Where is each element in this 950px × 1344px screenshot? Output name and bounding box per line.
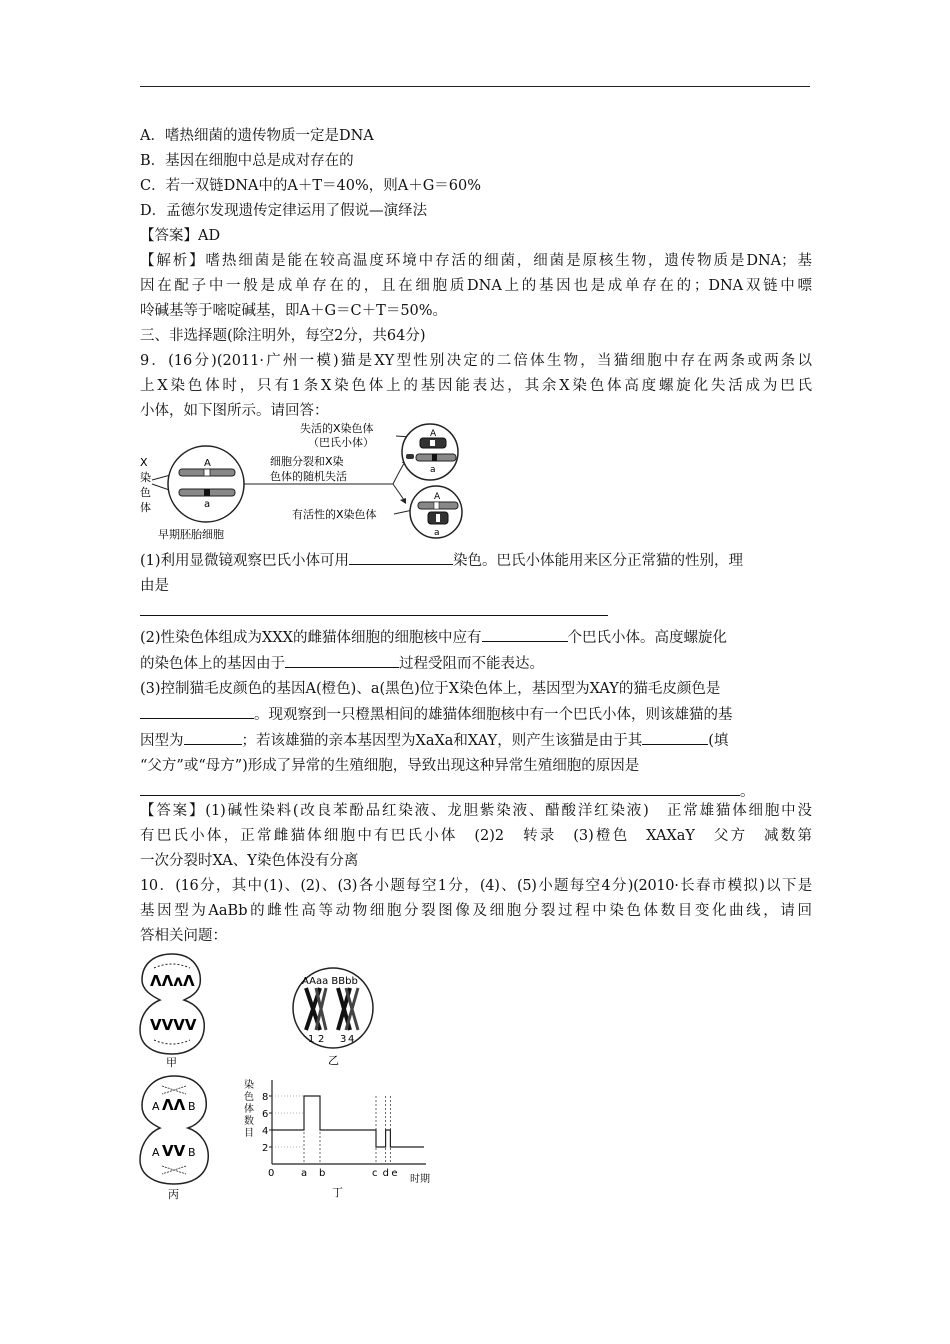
chart-ylabel — [244, 1078, 254, 1139]
ylabel-char-2: 色 — [244, 1092, 254, 1103]
figure-jia — [132, 948, 212, 1070]
chart-ytick-2: 2 — [262, 1143, 269, 1154]
q9-blank-2[interactable] — [140, 599, 608, 616]
q9-p1-c: 由是 — [140, 578, 169, 594]
q9-blank-7[interactable] — [642, 728, 708, 745]
label-ding: 丁 — [332, 1186, 343, 1199]
q9-p2-d: 过程受阻而不能表达。 — [399, 656, 544, 672]
q9-p3-a: (3)控制猫毛皮颜色的基因A(橙色)、a(黑色)位于X染色体上，基因型为XAY的猫毛皮颜色是 — [140, 681, 721, 697]
chart-xtick-c: c — [372, 1168, 378, 1179]
chart-ytick-8: 8 — [262, 1092, 269, 1103]
ylabel-char-1: 染 — [244, 1080, 254, 1091]
fig-arrow-text-2: 色体的随机失活 — [270, 470, 347, 483]
svg-text:VVVV: VVVV — [150, 1016, 197, 1034]
q9-blank-5[interactable] — [140, 702, 254, 719]
fig-inactive-2: （巴氏小体） — [308, 436, 374, 449]
q9-p2-b: 个巴氏小体。高度螺旋化 — [567, 630, 728, 646]
fig-label-se: 色 — [140, 486, 151, 499]
svg-text:ɅɅʌɅ: ɅɅʌɅ — [150, 972, 195, 990]
q9-answer-block — [140, 799, 812, 949]
header-rule — [140, 86, 810, 87]
svg-text:VV: VV — [162, 1142, 186, 1160]
label-bing: 丙 — [168, 1188, 179, 1201]
fig-label-x: X — [140, 456, 148, 469]
option-a: A．嗜热细菌的遗传物质一定是DNA — [140, 128, 374, 144]
q10-stem-3: 答相关问题： — [140, 928, 227, 944]
q9-stem-1: 9．(16分)(2011·广州一模)猫是XY型性别决定的二倍体生物，当猫细胞中存在两条或两条以 — [140, 353, 812, 369]
yi-n2: 2 — [318, 1034, 325, 1045]
q9-blank-4[interactable] — [285, 651, 399, 668]
chart-xtick-a: a — [301, 1168, 308, 1179]
fig-label-cell: 早期胚胎细胞 — [158, 528, 224, 541]
q9-p3-e: (填 — [708, 733, 729, 749]
ylabel-char-5: 目 — [244, 1128, 254, 1139]
gene-a-1: a — [204, 499, 211, 510]
chart-xlabel: 时期 — [410, 1174, 430, 1185]
figure-bing — [132, 1072, 216, 1202]
q9-blank-6[interactable] — [184, 728, 242, 745]
q9-p2-line1 — [140, 625, 812, 651]
q9-blank-1[interactable] — [349, 548, 453, 565]
chart-ytick-6: 6 — [262, 1109, 269, 1120]
option-d: D．孟德尔发现遗传定律运用了假说—演绎法 — [140, 203, 428, 219]
bing-A-1: A — [152, 1100, 160, 1113]
q10-stem-1: 10．(16分，其中(1)、(2)、(3)各小题每空1分，(4)、(5)小题每空4分)(2010·长春市模拟)以下是 — [140, 878, 812, 894]
yi-n4: 4 — [348, 1034, 355, 1045]
q9-p3-g: 。 — [740, 784, 755, 800]
yi-n3: 3 — [340, 1034, 347, 1045]
chart-xtick-e: e — [391, 1168, 398, 1179]
q9-p3-d: ；若该雄猫的亲本基因型为XaXa和XAY，则产生该猫是由于其 — [241, 733, 643, 749]
q9-p3-line2 — [140, 702, 812, 728]
q9-p3-f: “父方”或“母方”)形成了异常的生殖细胞，导致出现这种异常生殖细胞的原因是 — [140, 758, 640, 774]
chart-series-line — [272, 1096, 424, 1147]
gene-a-2: a — [430, 465, 436, 475]
fig-label-ran: 染 — [140, 471, 151, 484]
option-c: C．若一双链DNA中的A＋T＝40%，则A＋G＝60% — [140, 178, 482, 194]
fig-arrow-text-1: 细胞分裂和X染 — [270, 455, 344, 468]
chart-ytick-4: 4 — [262, 1126, 269, 1137]
chart-xtick-b: b — [319, 1168, 326, 1179]
q10-stem-2: 基因型为AaBb的雌性高等动物细胞分裂图像及细胞分裂过程中染色体数目变化曲线，请回 — [140, 903, 812, 919]
q9-answer-3: 一次分裂时XA、Y染色体没有分离 — [140, 853, 359, 869]
yi-n1: 1 — [308, 1034, 315, 1045]
bing-A-2: A — [152, 1146, 160, 1159]
chart-origin: 0 — [268, 1168, 275, 1179]
gene-A-3: A — [434, 492, 441, 502]
analysis-line-1: 【解析】嗜热细菌是能在较高温度环境中存活的细菌，细菌是原核生物，遗传物质是DNA；基 — [140, 253, 812, 269]
q9-p2-c: 的染色体上的基因由于 — [140, 656, 285, 672]
gene-A-2: A — [430, 429, 437, 439]
figure-ding-chart — [240, 1076, 440, 1202]
analysis-line-2: 因在配子中一般是成单存在的，且在细胞质DNA上的基因也是成单存在的；DNA双链中嘌 — [140, 278, 812, 294]
gene-a-3: a — [434, 528, 440, 538]
label-jia: 甲 — [166, 1056, 177, 1069]
q9-questions — [140, 548, 812, 805]
yi-top-label: AAaa BBbb — [302, 976, 358, 987]
q9-p1-line3 — [140, 599, 812, 625]
options-block — [140, 124, 812, 424]
q9-p2-a: (2)性染色体组成为XXX的雌猫体细胞的细胞核中应有 — [140, 630, 482, 646]
analysis-line-3: 呤碱基等于嘧啶碱基，即A＋G＝C＋T＝50%。 — [140, 303, 448, 319]
q9-blank-8[interactable] — [140, 779, 740, 796]
bing-B-2: B — [188, 1146, 196, 1159]
chart-xtick-d: d — [382, 1168, 389, 1179]
fig-label-ti: 体 — [140, 501, 151, 514]
q9-p3-b: 。现观察到一只橙黑相间的雄猫体细胞核中有一个巴氏小体，则该雄猫的基 — [254, 707, 733, 723]
q9-answer-1: 【答案】(1)碱性染料(改良苯酚品红染液、龙胆紫染液、醋酸洋红染液) 正常雄猫体细胞中没 — [140, 803, 812, 819]
fig-inactive-1: 失活的X染色体 — [300, 422, 374, 435]
q9-p1-line1 — [140, 548, 812, 574]
option-b: B．基因在细胞中总是成对存在的 — [140, 153, 354, 169]
q9-answer-2: 有巴氏小体，正常雌猫体细胞中有巴氏小体 (2)2 转录 (3)橙色 XAXaY 父方 减数第 — [140, 828, 812, 844]
svg-text:ɅɅ: ɅɅ — [162, 1096, 186, 1114]
q9-p2-line2 — [140, 651, 812, 677]
q9-p3-line3 — [140, 728, 812, 754]
ylabel-char-4: 数 — [244, 1116, 254, 1127]
gene-A-1: A — [204, 458, 211, 469]
q9-blank-3[interactable] — [482, 625, 568, 642]
q9-p3-c: 因型为 — [140, 733, 184, 749]
section-title: 三、非选择题(除注明外，每空2分，共64分) — [140, 328, 426, 344]
answer-8: 【答案】AD — [140, 228, 221, 244]
fig-active: 有活性的X染色体 — [292, 508, 377, 521]
figure-yi — [286, 966, 380, 1070]
q9-p1-a: (1)利用显微镜观察巴氏小体可用 — [140, 553, 350, 569]
barr-body-figure — [138, 418, 468, 546]
q9-stem-2: 上X染色体时，只有1条X染色体上的基因能表达，其余X染色体高度螺旋化失活成为巴氏 — [140, 378, 812, 394]
ylabel-char-3: 体 — [244, 1104, 254, 1115]
bing-B-1: B — [188, 1100, 196, 1113]
q9-p1-b: 染色。巴氏小体能用来区分正常猫的性别，理 — [453, 553, 744, 569]
q9-stem-3: 小体，如下图所示。请回答： — [140, 403, 329, 419]
label-yi: 乙 — [328, 1054, 339, 1067]
